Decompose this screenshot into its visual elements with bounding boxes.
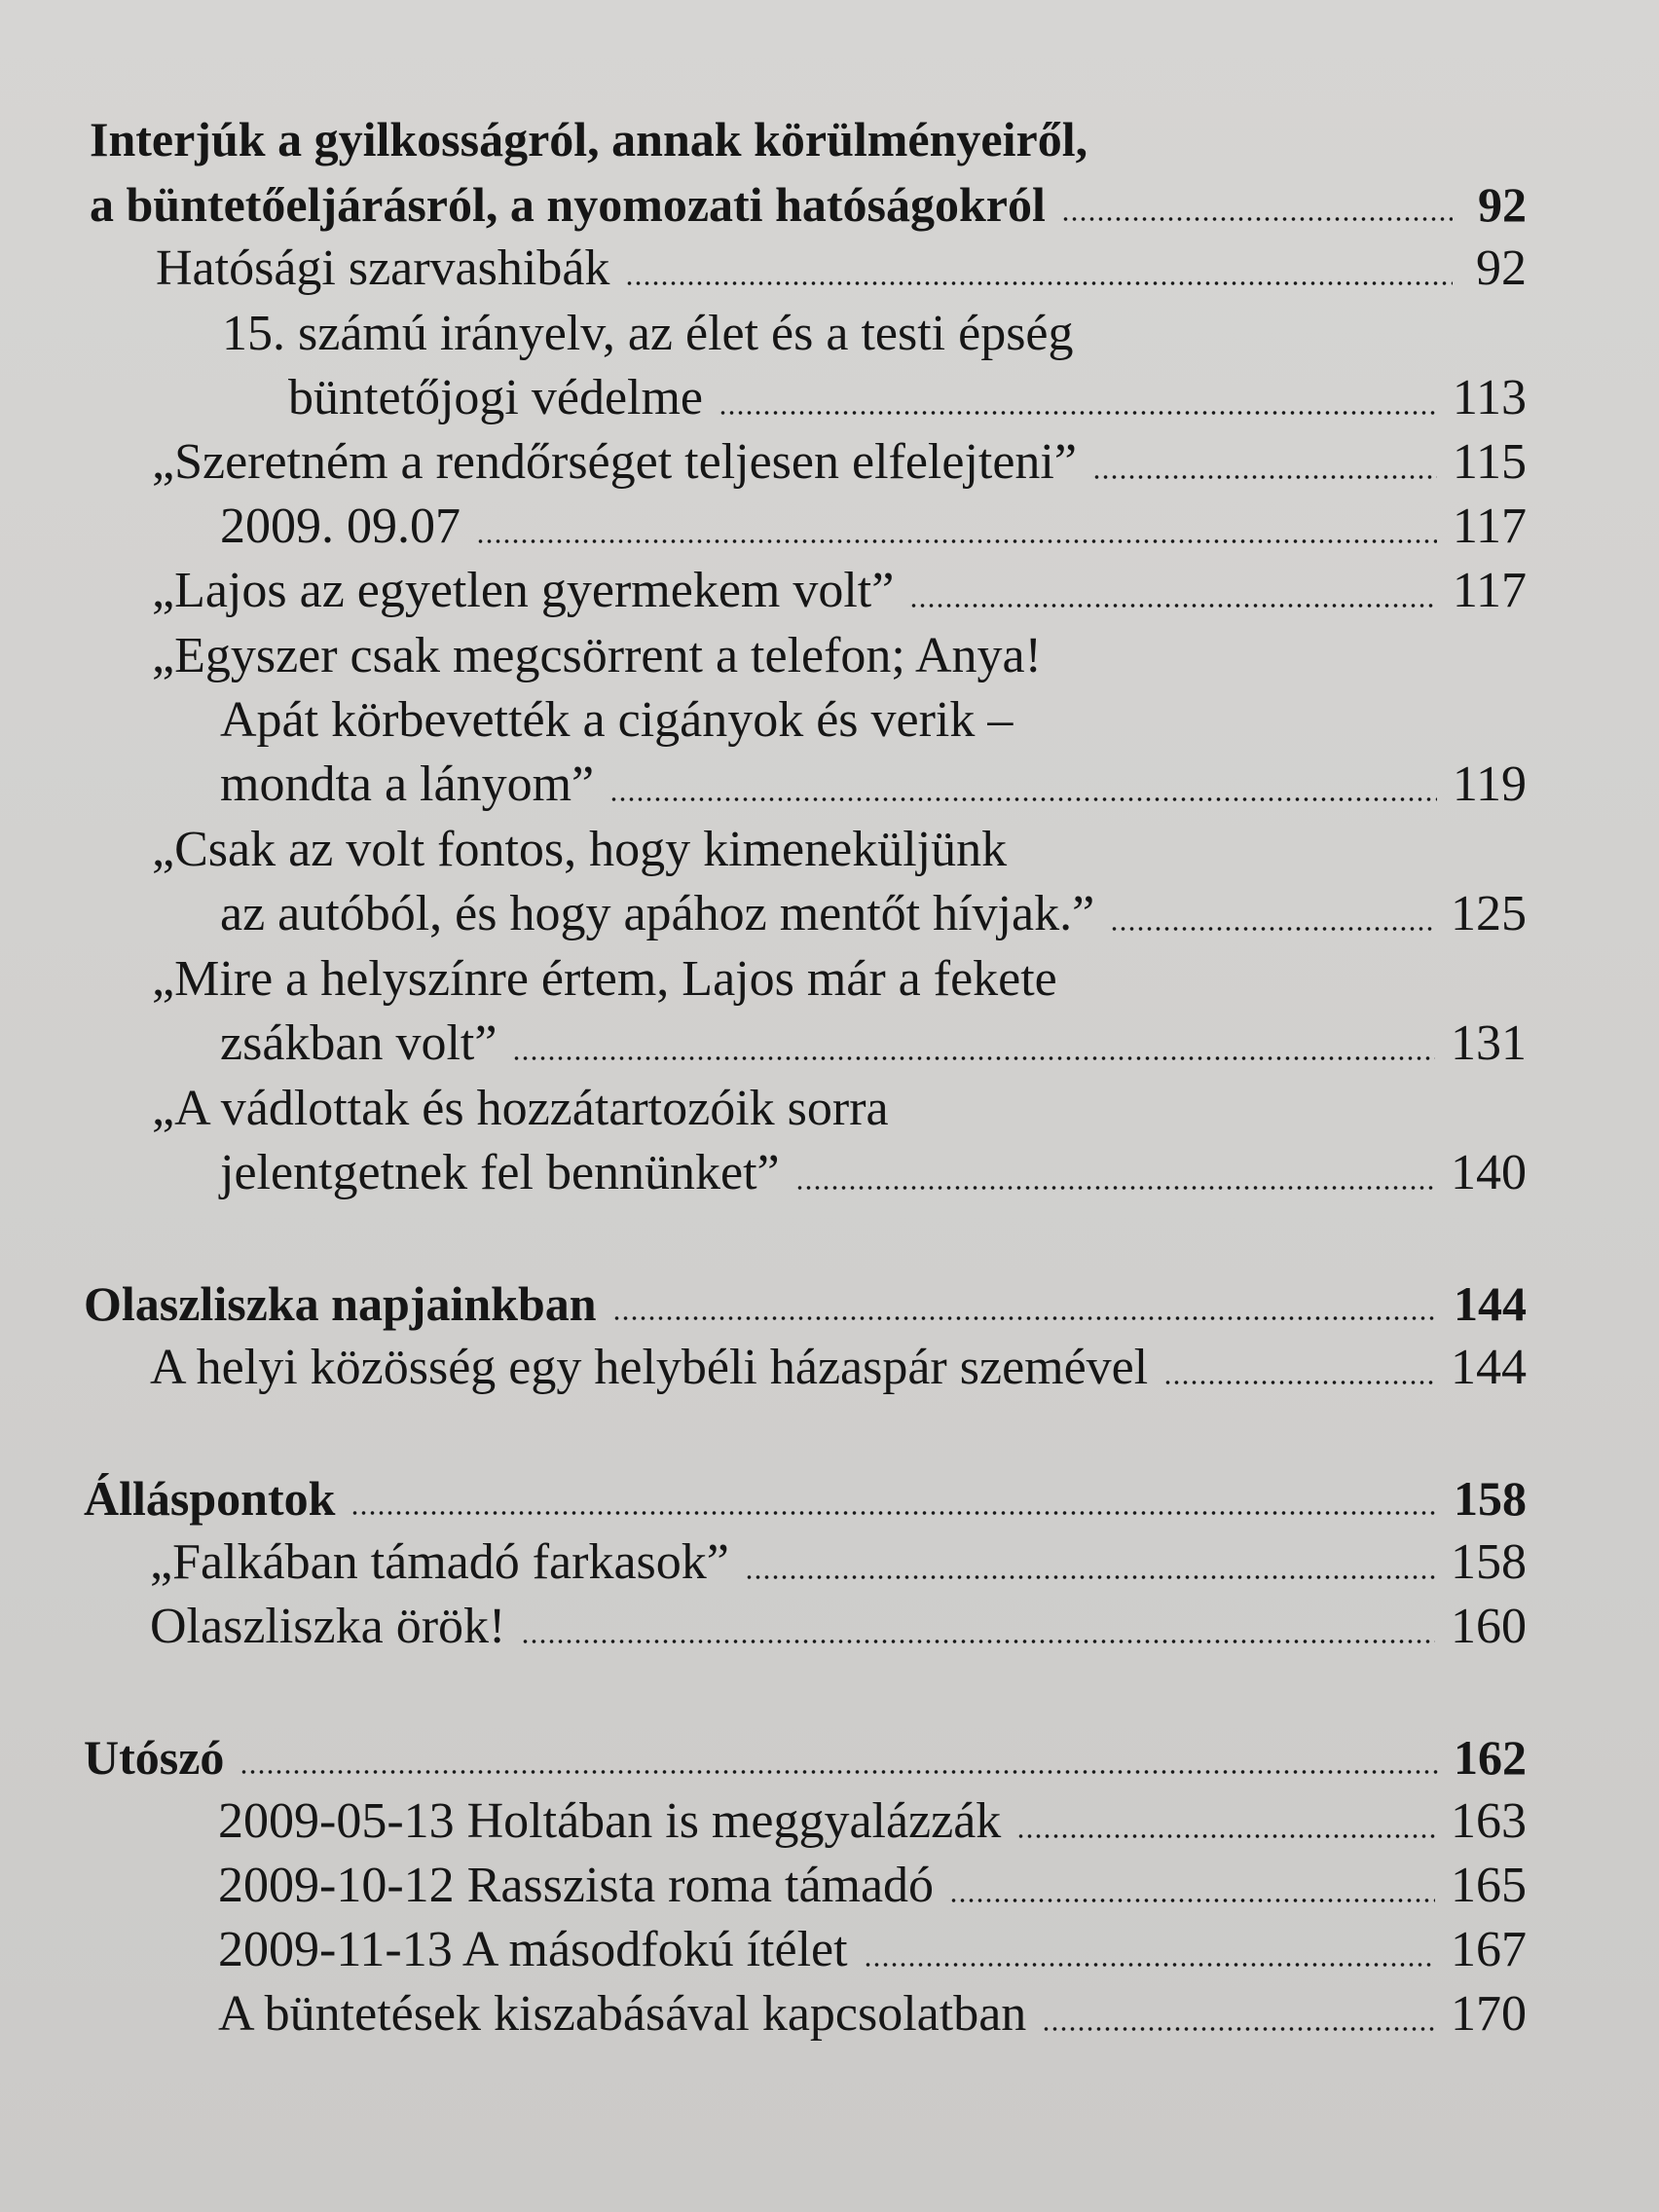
dot-leader <box>612 1314 1438 1322</box>
page-number: 167 <box>1451 1922 1527 1977</box>
toc-entry-masodfoku[interactable] <box>218 1918 1527 1982</box>
dot-leader <box>476 537 1437 545</box>
section-title: Utószó <box>84 1730 225 1785</box>
toc-entry-hatosagi-szarvashibak[interactable] <box>156 237 1527 301</box>
page-number: 92 <box>1476 240 1527 296</box>
toc-entry-olaszliszka-orok[interactable] <box>150 1595 1527 1659</box>
toc-entry-2009-09-07[interactable] <box>220 495 1527 559</box>
dot-leader <box>625 279 1453 287</box>
entry-label: 2009-10-12 Rasszista roma támadó <box>218 1858 935 1913</box>
page-number: 162 <box>1454 1730 1527 1785</box>
entry-label: „Szeretném a rendőrséget teljesen elfelejteni” <box>152 434 1077 490</box>
dot-leader <box>795 1184 1435 1192</box>
toc-entry-vadlottak-line1 <box>152 1077 889 1141</box>
entry-label-line2: zsákban volt” <box>220 1015 498 1071</box>
page-number: 163 <box>1451 1793 1527 1849</box>
section-title: Álláspontok <box>84 1471 336 1526</box>
toc-entry-section-allaspontok[interactable] <box>84 1466 1527 1530</box>
page-number: 170 <box>1451 1986 1527 2042</box>
page-number: 144 <box>1454 1276 1527 1331</box>
entry-label: 2009-05-13 Holtában is meggyalázzák <box>218 1793 1002 1849</box>
entry-label-line3: mondta a lányom” <box>220 756 595 812</box>
section-interviews-title-line1 <box>90 107 1301 171</box>
dot-leader <box>521 1638 1435 1645</box>
toc-entry-section-olaszliszka[interactable] <box>84 1272 1527 1336</box>
toc-entry-iranyelv-line1 <box>222 302 1074 366</box>
dot-leader <box>745 1573 1435 1581</box>
entry-label: „Falkában támadó farkasok” <box>150 1534 729 1590</box>
toc-entry-rasszista[interactable] <box>218 1854 1527 1918</box>
toc-entry-holtaban[interactable] <box>218 1789 1527 1854</box>
page-number: 125 <box>1451 886 1527 941</box>
page-number: 160 <box>1451 1599 1527 1654</box>
entry-label-line1: „Csak az volt fontos, hogy kimeneküljünk <box>152 822 1008 877</box>
entry-label: 2009. 09.07 <box>220 498 461 554</box>
page-number: 117 <box>1452 498 1527 554</box>
page-number: 117 <box>1452 563 1527 618</box>
dot-leader <box>949 1897 1435 1904</box>
entry-label: Hatósági szarvashibák <box>156 240 610 296</box>
toc-entry-section-utoszo[interactable] <box>84 1725 1527 1789</box>
toc-entry-helyi-kozosseg[interactable] <box>150 1336 1527 1400</box>
dot-leader <box>1092 473 1437 481</box>
toc-entry-szeretnem[interactable] <box>152 430 1527 495</box>
entry-label: 2009-11-13 A másodfokú ítélet <box>218 1922 848 1977</box>
entry-label-line2: Apát körbevették a cigányok és verik – <box>220 692 1014 748</box>
entry-label: A helyi közösség egy helybéli házaspár szemével <box>150 1340 1149 1395</box>
section-interviews-title-text1: Interjúk a gyilkosságról, annak körülményeiről, <box>90 112 1088 166</box>
entry-label: A büntetések kiszabásával kapcsolatban <box>218 1986 1027 2042</box>
section-title: Olaszliszka napjainkban <box>84 1276 597 1331</box>
dot-leader <box>1163 1379 1435 1386</box>
entry-label: „Lajos az egyetlen gyermekem volt” <box>152 563 895 618</box>
page-number: 113 <box>1452 370 1527 425</box>
entry-label-line1: 15. számú irányelv, az élet és a testi épség <box>222 306 1074 361</box>
toc-entry-buntetesek[interactable] <box>218 1982 1527 2046</box>
dot-leader <box>909 602 1437 609</box>
page-number: 158 <box>1451 1534 1527 1590</box>
toc-entry-vadlottak[interactable] <box>220 1141 1527 1205</box>
toc-entry-csak-line1 <box>152 818 1007 882</box>
dot-leader <box>1016 1832 1435 1840</box>
dot-leader <box>1042 2025 1435 2033</box>
dot-leader <box>609 795 1437 803</box>
entry-label-line2: az autóból, és hogy apához mentőt hívjak.” <box>220 886 1095 941</box>
toc-entry-csak[interactable] <box>220 882 1527 946</box>
toc-entry-egyszer-line1 <box>152 624 1042 688</box>
page-number: 140 <box>1451 1145 1527 1200</box>
entry-label-line1: „Mire a helyszínre értem, Lajos már a fekete <box>152 951 1057 1007</box>
dot-leader <box>1110 925 1435 933</box>
page-number: 144 <box>1451 1340 1527 1395</box>
toc-entry-iranyelv[interactable] <box>288 366 1527 430</box>
entry-label-line1: „Egyszer csak megcsörrent a telefon; Anya! <box>152 628 1042 683</box>
dot-leader <box>512 1054 1435 1062</box>
dot-leader <box>1061 215 1453 223</box>
page-number: 115 <box>1452 434 1527 490</box>
toc-entry-falkaban[interactable] <box>150 1530 1527 1595</box>
entry-label-line2: jelentgetnek fel bennünket” <box>220 1145 780 1200</box>
toc-entry-lajos[interactable] <box>152 559 1527 623</box>
toc-entry-egyszer-line2 <box>220 688 1013 753</box>
page-number: 119 <box>1452 756 1527 812</box>
dot-leader <box>719 409 1437 417</box>
entry-label: Olaszliszka örök! <box>150 1599 506 1654</box>
dot-leader <box>864 1961 1435 1969</box>
dot-leader <box>240 1768 1438 1776</box>
toc-entry-egyszer[interactable] <box>220 753 1527 817</box>
toc-entry-mire[interactable] <box>220 1012 1527 1076</box>
toc-entry-mire-line1 <box>152 947 1057 1012</box>
dot-leader <box>350 1509 1438 1517</box>
section-interviews-title-text2: a büntetőeljárásról, a nyomozati hatóságokról <box>90 177 1046 232</box>
toc-entry-section-interviews[interactable] <box>90 172 1527 237</box>
entry-label-line2: büntetőjogi védelme <box>288 370 704 425</box>
page-number: 92 <box>1478 177 1527 232</box>
page-number: 165 <box>1451 1858 1527 1913</box>
page-number: 158 <box>1454 1471 1527 1526</box>
page-number: 131 <box>1451 1015 1527 1071</box>
entry-label-line1: „A vádlottak és hozzátartozóik sorra <box>152 1081 889 1136</box>
